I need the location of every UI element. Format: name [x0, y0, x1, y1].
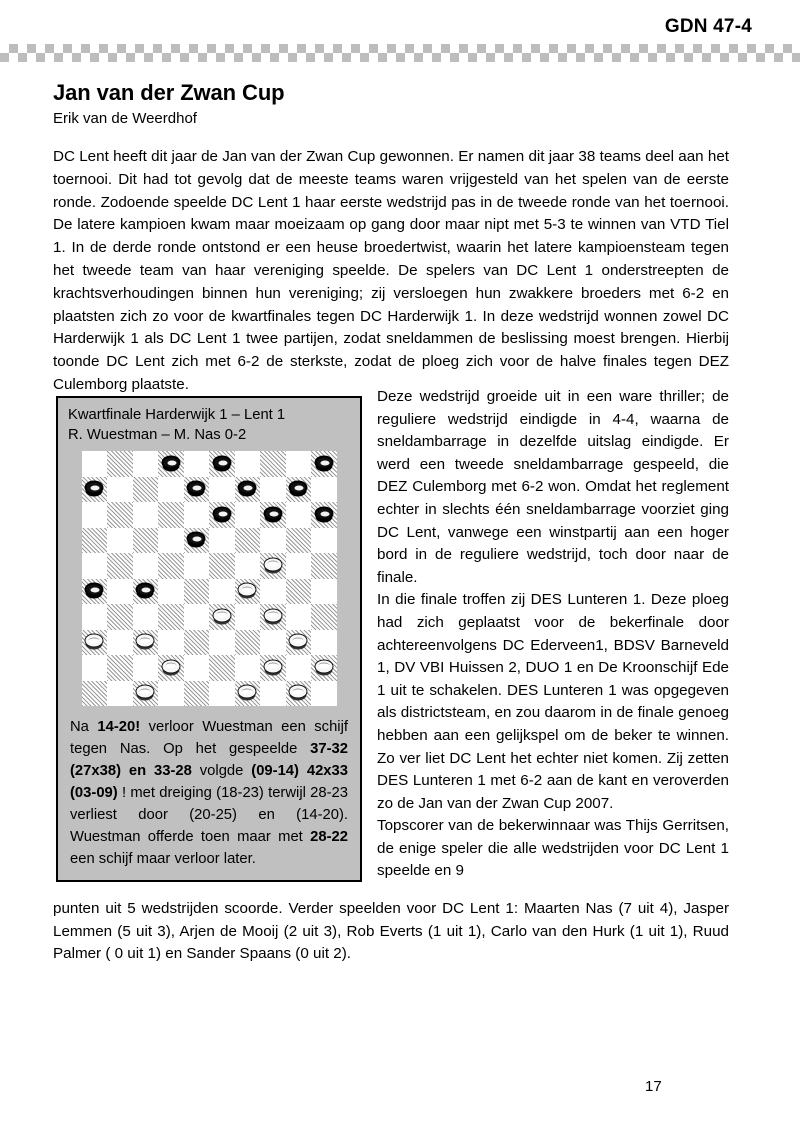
board-square: [209, 604, 235, 630]
board-square: [235, 553, 261, 579]
piece-disc: [161, 455, 180, 469]
board-square: [235, 630, 261, 656]
right-paragraph-1: Deze wedstrijd groeide uit in een ware thriller; de reguliere wedstrijd eindigde in 4-4, waarna de sneldambarrage in dezelfde uitslag eindigde. Er werd een tweede sneldambarrage gespeeld, die DEZ Culemborg met 6-2 won. Omdat het reglement echter in slechts één sneldambarrage voorziet ging DC Lent, vanwege een winstpartij aan een hoger bord in de reguliere wedstrijd, toch door naar de finale.: [377, 388, 729, 586]
board-square: [209, 451, 235, 477]
white-piece: [212, 608, 231, 625]
board-square: [107, 528, 133, 554]
board-square: [235, 477, 261, 503]
board-square: [158, 451, 184, 477]
article-head: [53, 80, 753, 128]
black-piece: [161, 455, 180, 472]
piece-disc: [238, 481, 257, 495]
intro-paragraph: [53, 146, 729, 397]
board-square: [209, 528, 235, 554]
board-square: [82, 451, 108, 477]
board-square: [184, 630, 210, 656]
board-square: [286, 528, 312, 554]
board-square: [158, 528, 184, 554]
intro-text: DC Lent heeft dit jaar de Jan van der Zwan Cup gewonnen. Er namen dit jaar 38 teams deel aan het toernooi. Dit had tot gevolg dat de meeste teams waren vrijgesteld van het spelen van de eerste ronde. Zodoende speelde DC Lent 1 haar eerste wedstrijd pas in de tweede ronde van het toernooi. De latere kampioen kwam maar moeizaam op gang door maar nipt met 5-3 te winnen van VTD Tiel 1. In de derde ronde ontstond er een heuse broedertwist, waarin het latere kampioensteam tegen het tweede team van haar vereniging speelde. De spelers van DC Lent 1 onderstreepten de krachtsverhoudingen binnen hun vereniging; zij versloegen hun zwakkere broeders met 6-2 en plaatsten zich zo voor de kwartfinales tegen DC Harderwijk 1. In deze wedstrijd wonnen zowel DC Harderwijk 1 als DC Lent 1 twee partijen, zodat sneldammen de beslissing moest brengen. Hierbij toonde DC Lent zich met 6-2 de sterkste, zodat de ploeg zich voor de halve finales tegen DEZ Culemborg plaatste.: [53, 148, 729, 393]
draughts-board: [82, 451, 337, 706]
board-square: [260, 528, 286, 554]
board-square: [311, 451, 337, 477]
white-piece: [238, 583, 257, 600]
diagram-caption-line-2: R. Wuestman – M. Nas 0-2: [68, 426, 247, 443]
piece-disc: [289, 685, 308, 699]
board-square: [184, 451, 210, 477]
board-square: [311, 579, 337, 605]
board-square: [158, 477, 184, 503]
white-piece: [263, 659, 282, 676]
piece-disc: [263, 506, 282, 520]
board-square: [311, 502, 337, 528]
board-square: [82, 655, 108, 681]
diagram-caption: [58, 398, 360, 447]
board-square: [107, 553, 133, 579]
board-square: [184, 579, 210, 605]
board-square: [209, 553, 235, 579]
board-square: [184, 477, 210, 503]
page-header: [0, 0, 800, 62]
board-square: [133, 477, 159, 503]
board-square: [107, 604, 133, 630]
board-square: [260, 451, 286, 477]
board-square: [260, 502, 286, 528]
piece-disc: [85, 481, 104, 495]
board-square: [235, 502, 261, 528]
board-square: [235, 528, 261, 554]
board-square: [158, 630, 184, 656]
piece-disc: [136, 583, 155, 597]
black-piece: [212, 506, 231, 523]
board-square: [184, 681, 210, 707]
board-square: [260, 681, 286, 707]
board-square: [107, 630, 133, 656]
board-square: [82, 630, 108, 656]
white-piece: [238, 685, 257, 702]
white-piece: [289, 685, 308, 702]
board-square: [184, 553, 210, 579]
board-square: [260, 655, 286, 681]
board-square: [133, 528, 159, 554]
board-square: [209, 502, 235, 528]
board-square: [311, 681, 337, 707]
piece-disc: [238, 583, 257, 597]
board-square: [82, 477, 108, 503]
board-square: [286, 681, 312, 707]
board-square: [158, 655, 184, 681]
board-square: [311, 630, 337, 656]
board-square: [82, 528, 108, 554]
piece-disc: [238, 685, 257, 699]
board-square: [158, 579, 184, 605]
piece-disc: [187, 481, 206, 495]
article-author: Erik van de Weerdhof: [53, 110, 197, 128]
black-piece: [238, 481, 257, 498]
black-piece: [289, 481, 308, 498]
white-piece: [263, 608, 282, 625]
board-square: [286, 630, 312, 656]
board-square: [235, 451, 261, 477]
board-square: [260, 477, 286, 503]
piece-disc: [136, 685, 155, 699]
board-square: [235, 655, 261, 681]
board-square: [82, 553, 108, 579]
board-square: [286, 604, 312, 630]
piece-disc: [212, 506, 231, 520]
white-piece: [263, 557, 282, 574]
board-square: [82, 579, 108, 605]
tail-text: punten uit 5 wedstrijden scoorde. Verder speelden voor DC Lent 1: Maarten Nas (7 uit 4), Jasper Lemmen (5 uit 3), Arjen de Mooij (2 uit 3), Rob Everts (1 uit 1), Carlo van den Hurk (1 uit 1), Ruud Palmer ( 0 uit 1) en Sander Spaans (0 uit 2).: [53, 900, 729, 963]
board-square: [235, 604, 261, 630]
board-square: [286, 502, 312, 528]
board-square: [260, 579, 286, 605]
piece-disc: [314, 455, 333, 469]
black-piece: [85, 583, 104, 600]
piece-disc: [161, 659, 180, 673]
black-piece: [314, 455, 333, 472]
board-square: [311, 604, 337, 630]
board-square: [133, 604, 159, 630]
board-square: [82, 681, 108, 707]
board-square: [107, 681, 133, 707]
board-square: [107, 477, 133, 503]
diagram-note: Na 14-20! verloor Wuestman een schijf tegen Nas. Op het gespeelde 37-32 (27x38) en 33-28 volgde (09-14) 42x33 (03-09) ! met dreiging (18-23) terwijl 28-23 verliest door (20-25) en (14-20). Wuestman offerde toen maar met 28-22 een schijf maar verloor later.: [70, 719, 348, 867]
tail-paragraph: [53, 898, 729, 966]
board-square: [133, 579, 159, 605]
board-square: [286, 477, 312, 503]
white-piece: [85, 634, 104, 651]
piece-disc: [289, 481, 308, 495]
right-paragraph-2: In die finale troffen zij DES Lunteren 1. Deze ploeg had zich geplaatst voor de bekerfinale door achtereenvolgens DC Ederveen1, BDSV Barneveld 1, DV VBI Huissen 2, DUO 1 en De Kroonschijf Ede 1 uit te schakelen. DES Lunteren 1 was opgegeven als districtsteam, en zou daarom in de finale genoeg hebben aan een gelijkspel om de beker te winnen. Zo ver liet DC Lent het echter niet komen. Zij zetten DES Lunteren 1 met 6-2 aan de kant en veroverden zo de Jan van der Zwan Cup 2007.: [377, 591, 729, 812]
board-square: [286, 655, 312, 681]
board-square: [133, 502, 159, 528]
piece-disc: [314, 506, 333, 520]
board-square: [260, 630, 286, 656]
white-piece: [136, 685, 155, 702]
piece-disc: [289, 634, 308, 648]
diagram-caption-line-1: Kwartfinale Harderwijk 1 – Lent 1: [68, 407, 286, 423]
board-square: [235, 579, 261, 605]
board-square: [158, 604, 184, 630]
page-number: 17: [645, 1078, 662, 1095]
board-wrapper: [58, 447, 360, 710]
board-square: [184, 655, 210, 681]
black-piece: [187, 532, 206, 549]
publication-title: GDN 47-4: [664, 16, 752, 37]
board-square: [209, 630, 235, 656]
board-square: [184, 604, 210, 630]
board-square: [311, 477, 337, 503]
board-square: [133, 681, 159, 707]
board-square: [158, 502, 184, 528]
board-square: [311, 655, 337, 681]
white-piece: [289, 634, 308, 651]
piece-disc: [212, 608, 231, 622]
piece-disc: [212, 455, 231, 469]
board-square: [184, 528, 210, 554]
white-piece: [136, 634, 155, 651]
board-square: [158, 553, 184, 579]
board-square: [286, 553, 312, 579]
board-square: [107, 655, 133, 681]
board-square: [107, 579, 133, 605]
board-square: [209, 477, 235, 503]
black-piece: [187, 481, 206, 498]
black-piece: [314, 506, 333, 523]
black-piece: [212, 455, 231, 472]
board-square: [209, 655, 235, 681]
black-piece: [85, 481, 104, 498]
board-square: [209, 681, 235, 707]
board-square: [82, 604, 108, 630]
board-square: [107, 451, 133, 477]
checkered-strip-icon: [0, 44, 800, 62]
black-piece: [136, 583, 155, 600]
page-title: Jan van der Zwan Cup: [53, 80, 285, 105]
piece-disc: [187, 532, 206, 546]
board-square: [209, 579, 235, 605]
board-square: [133, 655, 159, 681]
black-piece: [263, 506, 282, 523]
piece-disc: [85, 634, 104, 648]
piece-disc: [263, 608, 282, 622]
piece-disc: [263, 659, 282, 673]
board-square: [158, 681, 184, 707]
board-square: [235, 681, 261, 707]
board-square: [184, 502, 210, 528]
right-paragraph-3: Topscorer van de bekerwinnaar was Thijs Gerritsen, de enige speler die alle wedstrijden voor DC Lent 1 speelde en 9: [377, 817, 729, 880]
right-column-text: [377, 386, 729, 883]
board-square: [286, 579, 312, 605]
piece-disc: [85, 583, 104, 597]
board-square: [133, 630, 159, 656]
board-square: [311, 553, 337, 579]
white-piece: [161, 659, 180, 676]
diagram-box: [56, 396, 362, 882]
piece-disc: [136, 634, 155, 648]
piece-disc: [263, 557, 282, 571]
board-square: [286, 451, 312, 477]
board-square: [133, 451, 159, 477]
board-square: [260, 553, 286, 579]
board-square: [260, 604, 286, 630]
board-square: [133, 553, 159, 579]
board-square: [311, 528, 337, 554]
piece-disc: [314, 659, 333, 673]
white-piece: [314, 659, 333, 676]
board-square: [82, 502, 108, 528]
board-square: [107, 502, 133, 528]
